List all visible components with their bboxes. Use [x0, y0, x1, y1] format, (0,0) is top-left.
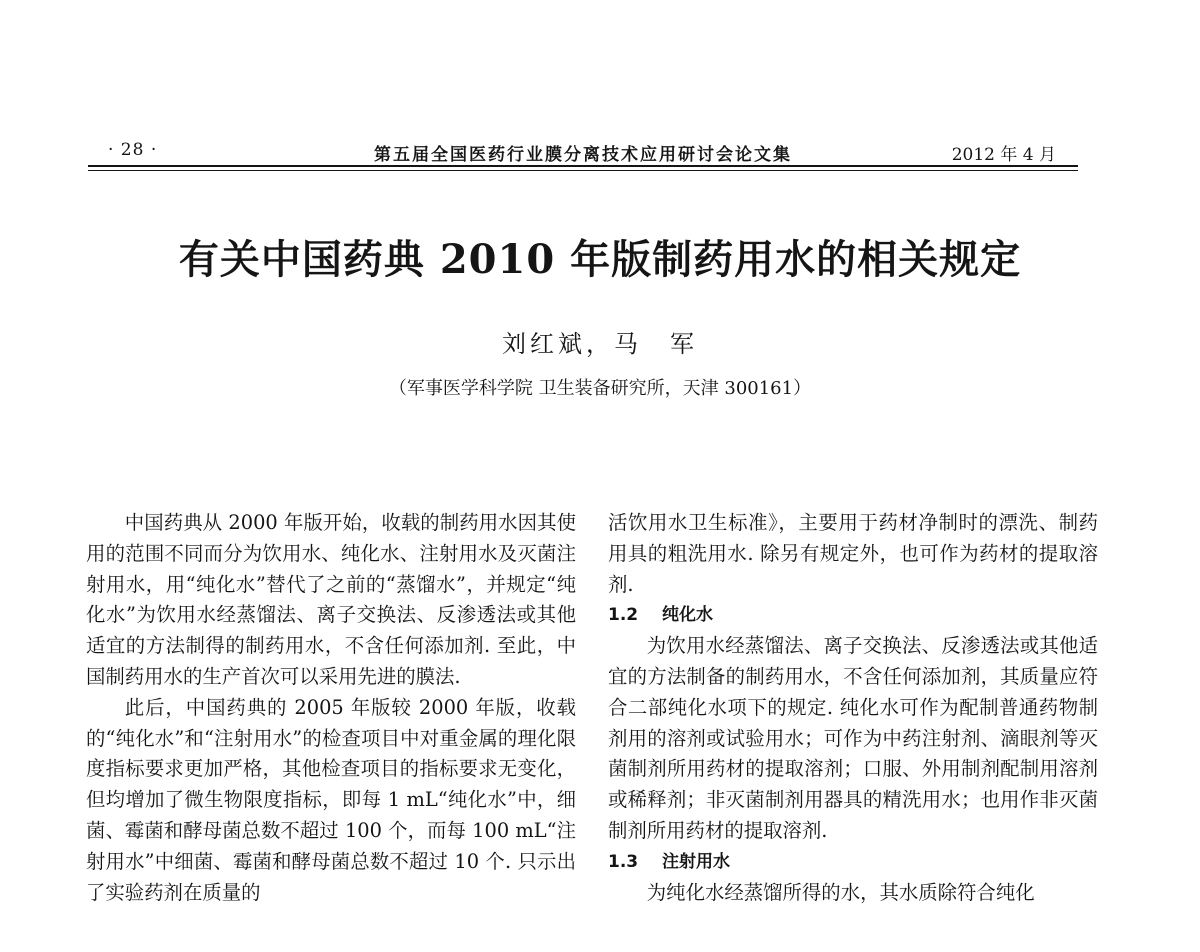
section-number: 1.3: [608, 851, 639, 872]
section-heading-1-2: [608, 600, 1098, 631]
body-paragraph-continued: 活饮用水卫生标准》，主要用于药材净制时的漂洗、制药用具的粗洗用水. 除另有规定外，也可作为药材的提取溶剂.: [608, 511, 1098, 596]
body-paragraph: 此后，中国药典的 2005 年版较 2000 年版，收载的“纯化水”和“注射用水”的检查项目中对重金属的理化限度指标要求更加严格，其他检查项目的指标要求无变化，但均增加了微生物限度指标，即每 1 mL“纯化水”中，细菌、霉菌和酵母菌总数不超过 100 个，而每 100 mL“注射用水”中细菌、霉菌和酵母菌总数不超过 10 个. 只示出了实验药剂在质量的: [86, 695, 576, 904]
section-title: 注射用水: [662, 851, 730, 872]
section-heading-1-3: [608, 847, 1098, 878]
body-paragraph: 中国药典从 2000 年版开始，收载的制药用水因其使用的范围不同而分为饮用水、纯化水、注射用水及灭菌注射用水，用“纯化水”替代了之前的“蒸馏水”，并规定“纯化水”为饮用水经蒸馏法、离子交换法、反渗透法或其他适宜的方法制得的制药用水，不含任何添加剂. 至此，中国制药用水的生产首次可以采用先进的膜法.: [86, 511, 576, 688]
section-number: 1.2: [608, 605, 639, 626]
page-number: · 28 ·: [108, 140, 158, 160]
header-rule-thick: [88, 165, 1078, 167]
body-column-right: [608, 508, 1098, 908]
body-paragraph: 为纯化水经蒸馏所得的水，其水质除符合纯化: [646, 880, 1035, 904]
article-title: 有关中国药典 2010 年版制药用水的相关规定: [178, 236, 1022, 283]
body-paragraph: 为饮用水经蒸馏法、离子交换法、反渗透法或其他适宜的方法制备的制药用水，不含任何添加剂，其质量应符合二部纯化水项下的规定. 纯化水可作为配制普通药物制剂用的溶剂或试验用水；可作为中药注射剂、滴眼剂等灭菌制剂所用药材的提取溶剂；口服、外用制剂配制用溶剂或稀释剂；非灭菌制剂用器具的精洗用水；也用作非灭菌制剂所用药材的提取溶剂.: [608, 634, 1098, 842]
body-column-left: [86, 508, 576, 908]
section-title: 纯化水: [662, 605, 713, 626]
article-affiliation: （军事医学科学院 卫生装备研究所，天津 300161）: [388, 378, 812, 399]
publication-date: 2012 年 4 月: [951, 145, 1056, 165]
article-authors: 刘红斌，马 军: [502, 330, 698, 358]
proceedings-title: 第五届全国医药行业膜分离技术应用研讨会论文集: [374, 145, 792, 165]
running-header: [88, 138, 1078, 168]
header-rule-thin: [88, 170, 1078, 171]
